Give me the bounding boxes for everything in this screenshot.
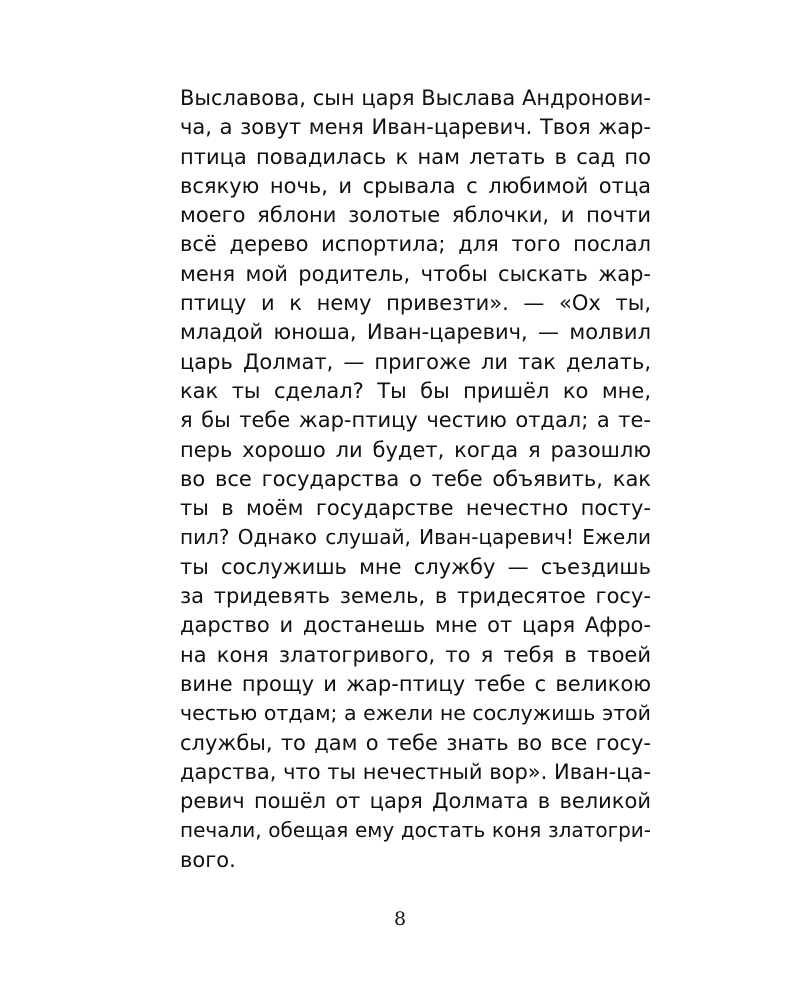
text-line: вине прощу и жар-птицу тебе с великою [180,671,651,696]
text-line: младой юноша, Иван-царевич, — молвил [180,320,651,345]
text-line: как ты сделал? Ты бы пришёл ко мне, [180,378,651,403]
text-line: царь Долмат, — пригоже ли так делать, [180,349,651,374]
text-line: печали, обещая ему достать коня златогри- [180,818,651,843]
text-line: перь хорошо ли будет, когда я разошлю [180,437,651,462]
text-line: птицу и к нему привезти». — «Ох ты, [180,291,651,316]
text-line: пил? Однако слушай, Иван-царевич! Ежели [180,525,651,550]
text-line: службы, то дам о тебе знать во все госу- [180,730,651,755]
body-text [180,84,651,875]
text-line: ты сослужишь мне службу — съездишь [180,554,651,579]
text-line: честью отдам; а ежели не сослужишь этой [180,701,651,726]
text-line: всякую ночь, и срывала с любимой отца [180,173,651,198]
text-line: дарства, что ты нечестный вор». Иван-ца- [180,759,651,784]
text-line: за тридевять земель, в тридесятое госу- [180,584,651,609]
text-line: во все государства о тебе объявить, как [180,466,651,491]
text-line: птица повадилась к нам летать в сад по [180,144,651,169]
text-line: дарство и достанешь мне от царя Афро- [180,613,651,638]
text-line: всё дерево испортила; для того послал [180,232,651,257]
text-line: на коня златогривого, то я тебя в твоей [180,642,651,667]
page-number: 8 [393,908,407,930]
text-line: моего яблони золотые яблочки, и почти [180,203,651,228]
text-line: Выславова, сын царя Выслава Андронови- [180,86,651,110]
text-line: вого. [180,847,236,872]
text-line: я бы тебе жар-птицу честию отдал; а те- [180,408,651,433]
text-line: ревич пошёл от царя Долмата в великой [180,789,651,814]
text-line: ча, а зовут меня Иван-царевич. Твоя жар- [180,115,651,140]
text-line: меня мой родитель, чтобы сыскать жар- [180,261,651,286]
text-line: ты в моём государстве нечестно посту- [180,496,651,521]
